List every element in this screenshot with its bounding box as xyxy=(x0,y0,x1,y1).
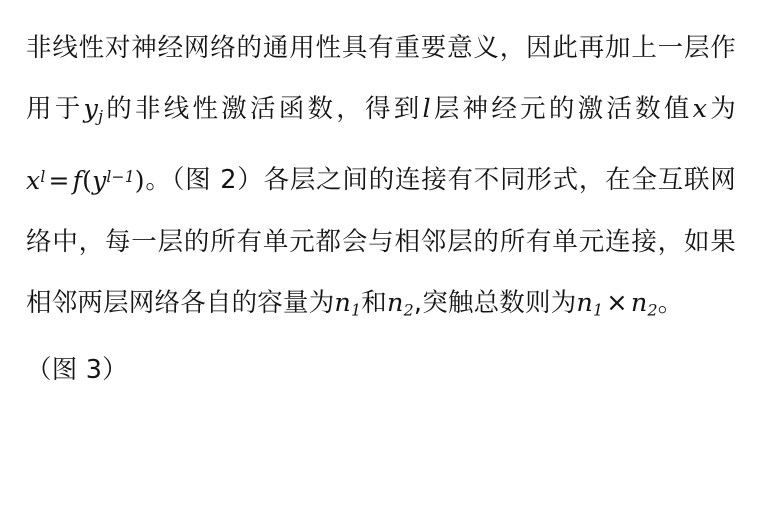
paragraph-main xyxy=(26,18,736,401)
text-segment-1: 非线性对神经网络的通用性具有重要意义，因此再加上一层作用于 xyxy=(26,33,736,124)
figure-reference-3: （图 3） xyxy=(26,354,128,385)
body-text-block xyxy=(26,18,736,401)
text-segment-3: 层神经元的激活数值 xyxy=(430,94,693,124)
variable-n2-product: $n_2$ xyxy=(630,287,658,319)
text-segment-5: 。（图 2）各层之间的连接有不同形式，在全互联网络中，每一层的所有单元都会与相邻层的所有单元连接，如果相邻两层网络各自的容量为 xyxy=(26,165,736,318)
text-segment-8: 。 xyxy=(657,287,684,318)
variable-x: x xyxy=(692,94,708,124)
text-segment-6: 和 xyxy=(361,287,387,318)
text-segment-4: 为 xyxy=(707,94,736,124)
variable-y-j: $y_j$ xyxy=(83,94,104,126)
text-segment-2: 的非线性激活函数，得到 xyxy=(103,94,423,124)
equation-activation: $x^l = f(y^{l-1})$ xyxy=(26,165,145,195)
variable-n2: $n_2$ xyxy=(387,287,414,319)
variable-l: l xyxy=(422,94,431,124)
variable-n1: $n_1$ xyxy=(334,287,362,319)
multiplication-sign: × xyxy=(606,287,628,318)
variable-n1-product: $n_1$ xyxy=(576,287,604,319)
text-segment-7: ,突触总数则为 xyxy=(413,287,577,318)
